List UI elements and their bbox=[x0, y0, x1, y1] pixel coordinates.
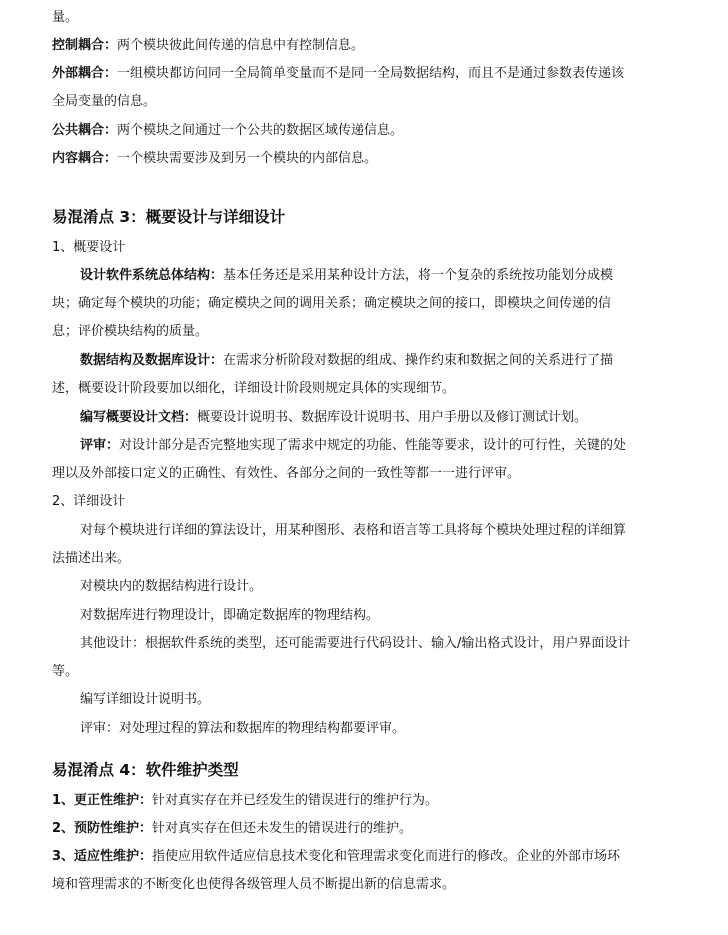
section-heading-point4: 易混淆点 4：软件维护类型 bbox=[52, 761, 239, 779]
maintenance-adaptive-cont: 境和管理需求的不断变化也使得各级管理人员不断提出新的信息需求。 bbox=[52, 877, 456, 892]
external-coupling-cont: 全局变量的信息。 bbox=[52, 94, 157, 109]
overall-structure-item: 设计软件系统总体结构：基本任务还是采用某种设计方法，将一个复杂的系统按功能划分成模 bbox=[80, 268, 614, 283]
content-coupling: 内容耦合：一个模块需要涉及到另一个模块的内部信息。 bbox=[52, 151, 378, 166]
subheading-detailed-design: 2、详细设计 bbox=[52, 494, 126, 509]
common-coupling: 公共耦合：两个模块之间通过一个公共的数据区域传递信息。 bbox=[52, 123, 404, 138]
subheading-outline-design: 1、概要设计 bbox=[52, 240, 126, 255]
data-structure-cont: 述，概要设计阶段要加以细化，详细设计阶段则规定具体的实现细节。 bbox=[52, 381, 456, 396]
review-cont: 理以及外部接口定义的正确性、有效性、各部分之间的一致性等都一一进行评审。 bbox=[52, 466, 521, 481]
maintenance-adaptive: 3、适应性维护：指使应用软件适应信息技术变化和管理需求变化而进行的修改。企业的外部市场环 bbox=[52, 849, 621, 864]
outline-doc-item: 编写概要设计文档：概要设计说明书、数据库设计说明书、用户手册以及修订测试计划。 bbox=[80, 410, 588, 425]
detail-other-cont: 等。 bbox=[52, 664, 79, 679]
maintenance-preventive: 2、预防性维护：针对真实存在但还未发生的错误进行的维护。 bbox=[52, 821, 413, 836]
external-coupling: 外部耦合：一组模块都访问同一全局简单变量而不是同一全局数据结构，而且不是通过参数表传递该 bbox=[52, 66, 625, 81]
section-heading-point3: 易混淆点 3：概要设计与详细设计 bbox=[52, 208, 286, 226]
overall-structure-cont: 块；确定每个模块的功能；确定模块之间的调用关系；确定模块之间的接口，即模块之间传递的信 bbox=[52, 296, 612, 311]
detail-other-item: 其他设计：根据软件系统的类型，还可能需要进行代码设计、输入/输出格式设计，用户界面设计 bbox=[80, 636, 631, 651]
data-structure-item: 数据结构及数据库设计：在需求分析阶段对数据的组成、操作约束和数据之间的关系进行了描 bbox=[80, 353, 614, 368]
detail-algorithm-cont: 法描述出来。 bbox=[52, 551, 131, 566]
detail-algorithm-item: 对每个模块进行详细的算法设计，用某种图形、表格和语言等工具将每个模块处理过程的详细算 bbox=[80, 523, 627, 538]
review-item: 评审：对设计部分是否完整地实现了需求中规定的功能、性能等要求，设计的可行性，关键的处 bbox=[80, 438, 627, 453]
maintenance-corrective: 1、更正性维护：针对真实存在并已经发生的错误进行的维护行为。 bbox=[52, 793, 439, 808]
detail-physical-db-item: 对数据库进行物理设计，即确定数据库的物理结构。 bbox=[80, 608, 380, 623]
paragraph-continuation: 量。 bbox=[52, 10, 79, 25]
detail-spec-item: 编写详细设计说明书。 bbox=[80, 692, 211, 707]
control-coupling: 控制耦合：两个模块彼此间传递的信息中有控制信息。 bbox=[52, 38, 365, 53]
overall-structure-cont2: 息；评价模块结构的质量。 bbox=[52, 324, 209, 339]
detail-review-item: 评审：对处理过程的算法和数据库的物理结构都要评审。 bbox=[80, 721, 406, 736]
detail-data-structure-item: 对模块内的数据结构进行设计。 bbox=[80, 579, 263, 594]
